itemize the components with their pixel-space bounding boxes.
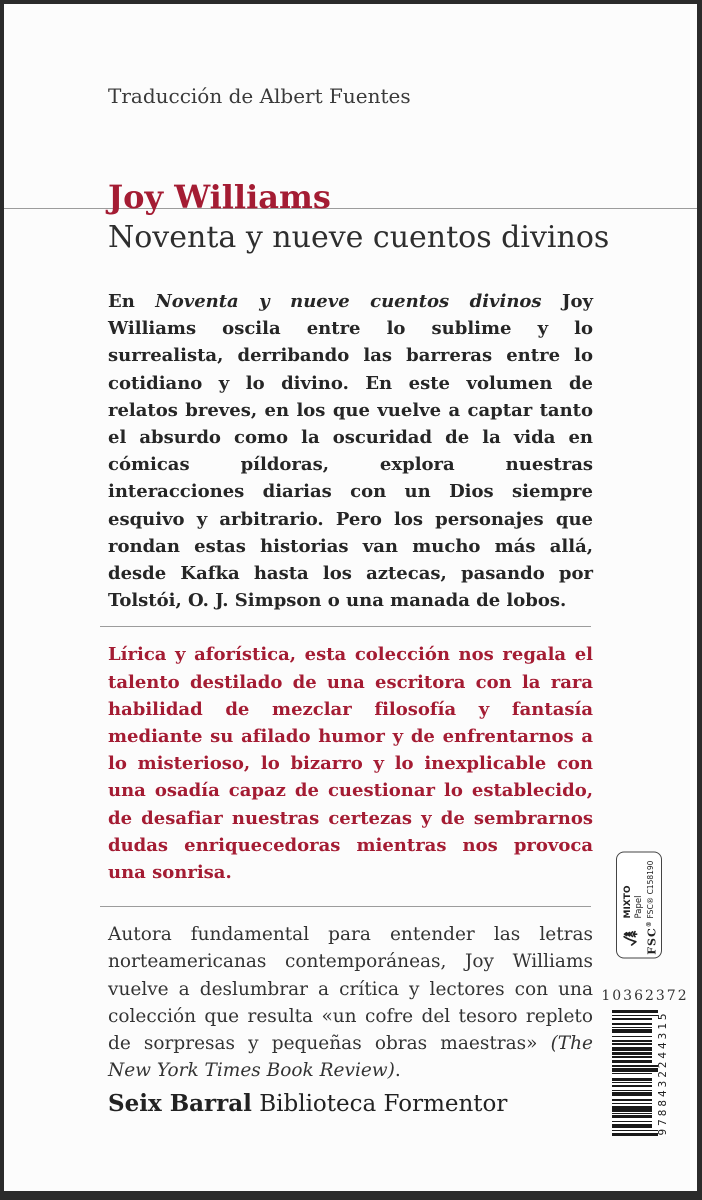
barcode-bar (612, 1040, 652, 1043)
barcode-bar (612, 1124, 652, 1128)
fsc-text-block (623, 852, 655, 921)
fsc-license-code: FSC® C158190 (646, 860, 655, 918)
barcode-bars (612, 1010, 658, 1136)
barcode-bar (612, 1106, 652, 1111)
fsc-logo-block (620, 921, 658, 957)
barcode-bar (612, 1036, 652, 1037)
barcode-bar (612, 1043, 652, 1044)
barcode-bar (612, 1052, 652, 1055)
fsc-label-inner (616, 851, 662, 958)
barcode-bar (612, 1015, 658, 1016)
barcode-bar (612, 1023, 652, 1026)
synopsis-title-italic: Noventa y nueve cuentos divinos (155, 291, 542, 312)
barcode-inner (612, 1010, 670, 1136)
translator-credit: Traducción de Albert Fuentes (108, 84, 411, 108)
fsc-label (616, 851, 662, 958)
barcode-bar (612, 1090, 652, 1091)
barcode-bar (612, 1133, 658, 1136)
barcode-bar (612, 1078, 652, 1081)
barcode-bar (612, 1060, 652, 1063)
publisher-collection: Biblioteca Formentor (259, 1091, 508, 1117)
publisher-imprint: Seix Barral (108, 1090, 252, 1117)
synopsis-prefix: En (108, 291, 156, 312)
publisher-line (108, 1090, 507, 1117)
fsc-tree-check-icon (620, 927, 644, 947)
book-title: Noventa y nueve cuentos divinos (108, 220, 610, 255)
barcode-bar (612, 1068, 658, 1072)
barcode-bar (612, 1065, 658, 1066)
review-source-italic: (The New York Times Book Review) (108, 1033, 593, 1082)
synopsis-paragraph (108, 288, 593, 614)
barcode-bar (612, 1029, 652, 1033)
review-suffix: . (394, 1060, 401, 1082)
fsc-mix-label: MIXTO (623, 884, 633, 918)
barcode-bar (612, 1103, 652, 1104)
pull-quote-paragraph: Lírica y aforística, esta colección nos regala el talento destilado de una escritora con la rara habilidad de mezclar filosofía y fantasía mediante su afilado humor y de enfrentarnos a lo misterioso, lo bizarro y lo inexplicable con una osadía capaz de cuestionar lo establecido, de desafiar nuestras certezas y de sembrarnos dudas enriquecedoras mientras nos provoca una sonrisa. (108, 644, 593, 884)
barcode-bar (612, 1085, 652, 1088)
author-name: Joy Williams (108, 178, 331, 216)
barcode-number: 9788432244315 (656, 1010, 669, 1136)
product-code: 10362372 (601, 988, 689, 1004)
fsc-wordmark (644, 920, 658, 955)
barcode-bar (612, 1047, 652, 1051)
fsc-wordmark-text: FSC (645, 926, 659, 955)
barcode-bar (612, 1121, 652, 1122)
barcode-bar (612, 1010, 658, 1013)
barcode-bar (612, 1099, 652, 1102)
barcode-bar (612, 1018, 652, 1021)
barcode-bar (612, 1056, 652, 1057)
review-body: Autora fundamental para entender las letras norteamericanas contemporáneas, Joy Williams vuelve a deslumbrar a crítica y lectores con una colección que resulta «un cofre del tesoro repleto de sorpresas y pequeñas obras maestras» (108, 924, 593, 1055)
barcode (612, 1010, 670, 1136)
barcode-bar (612, 1082, 652, 1083)
barcode-bar (612, 1130, 658, 1131)
barcode-bar (612, 1073, 652, 1074)
review-paragraph (108, 921, 593, 1084)
fsc-paper-label: Papel (634, 895, 644, 918)
barcode-bar (612, 1115, 652, 1118)
barcode-bar (612, 1113, 652, 1114)
synopsis-body: Joy Williams oscila entre lo sublime y lo surrealista, derribando las barreras entre lo cotidiano y lo divino. En este volumen de relatos breves, en los que vuelve a captar tanto el absurdo como la oscuridad de la vida en cómicas píldoras, explora nuestras interacciones diarias con un Dios siempre esquivo y arbitrario. Pero los personajes que rondan estas historias van mucho más allá, desde Kafka hasta los aztecas, pasando por Tolstói, O. J. Simpson o una manada de lobos. (108, 291, 594, 612)
divider-above-quote (100, 626, 591, 627)
fsc-registered-mark: ® (646, 919, 654, 927)
barcode-bar (612, 1092, 652, 1096)
divider-below-quote (100, 906, 591, 907)
barcode-bar (612, 1027, 652, 1028)
